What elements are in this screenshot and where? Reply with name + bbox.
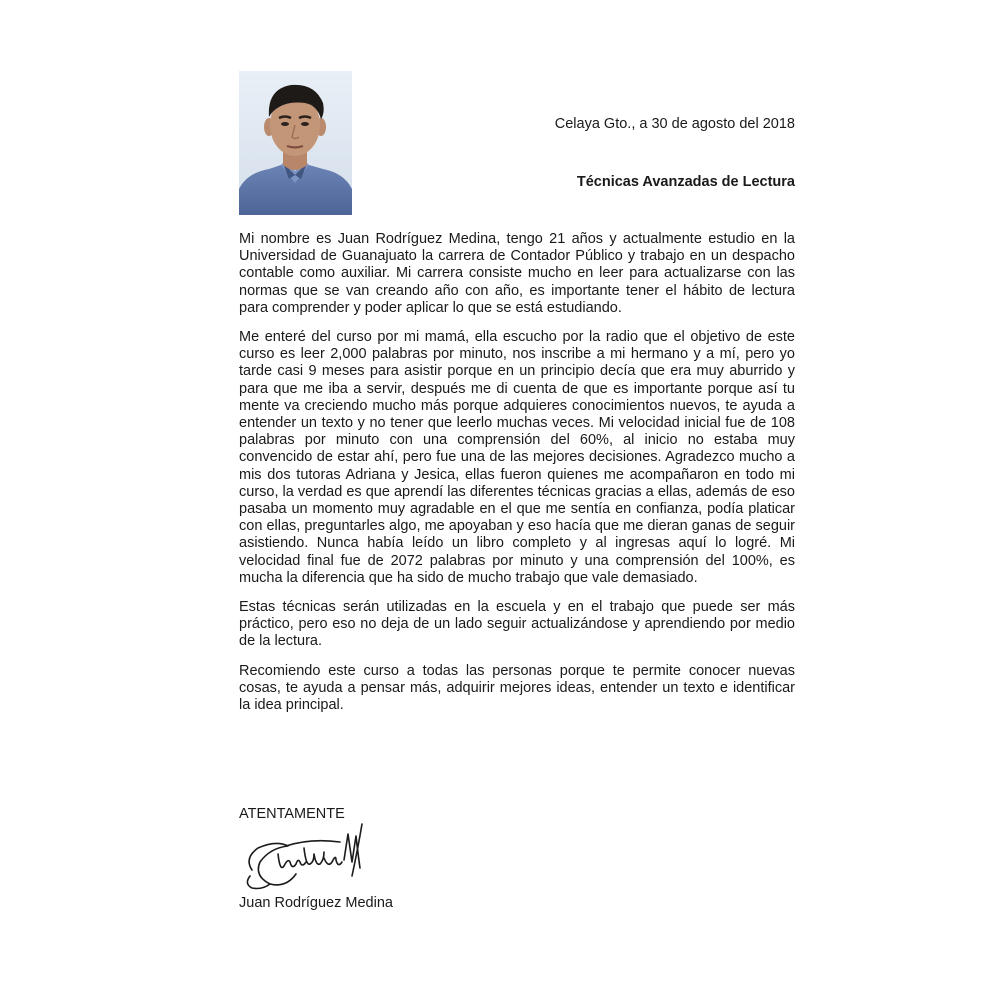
place-and-date: Celaya Gto., a 30 de agosto del 2018: [554, 116, 795, 132]
portrait-photo-graphic: [239, 71, 352, 215]
portrait-photo: [239, 71, 352, 215]
body-paragraph: Estas técnicas serán utilizadas en la escuela y en el trabajo que puede ser más práctico, pero eso no deja de un lado seguir actualizándose y aprendiendo por medio de la lectura.: [239, 599, 795, 650]
closing-phrase: ATENTAMENTE: [239, 806, 345, 822]
body-paragraph: Mi nombre es Juan Rodríguez Medina, tengo 21 años y actualmente estudio en la Universidad de Guanajuato la carrera de Contador Público y trabajo en un despacho contable como auxiliar. Mi carrera consiste mucho en leer para actualizarse con las normas que se van creando año con año, es importante tener el hábito de lectura para comprender y poder aplicar lo que se está estudiando.: [239, 231, 795, 316]
letter-subject: Técnicas Avanzadas de Lectura: [576, 174, 795, 190]
letter-body: [239, 231, 795, 726]
body-paragraph: Recomiendo este curso a todas las personas porque te permite conocer nuevas cosas, te ayuda a pensar más, adquirir mejores ideas, entender un texto e identificar la idea principal.: [239, 662, 795, 714]
signature-graphic: [240, 818, 372, 896]
handwritten-signature: [240, 818, 372, 896]
body-paragraph: Me enteré del curso por mi mamá, ella escucho por la radio que el objetivo de este curso es leer 2,000 palabras por minuto, nos inscribe a mi hermano y a mí, pero yo tarde casi 9 meses para asistir porque en un principio decía que era muy aburrido y para que me iba a servir, después me di cuenta de que es importante porque así tu mente va creciendo mucho más porque adquieres conocimientos nuevos, te ayuda a entender un texto y no tener que leerlo muchas veces. Mi velocidad inicial fue de 108 palabras por minuto con una comprensión del 60%, al inicio no estaba muy convencido de estar ahí, pero fue una de las mejores decisiones. Agradezco mucho a mis dos tutoras Adriana y Jesica, ellas fueron quienes me acompañaron en todo mi curso, la verdad es que aprendí las diferentes técnicas gracias a ellas, además de eso pasaba un momento muy agradable en el que me sentía en confianza, podía platicar con ellas, preguntarles algo, me apoyaban y eso hacía que me dieran ganas de seguir asistiendo. Nunca había leído un libro completo y al ingresas aquí lo logré. Mi velocidad final fue de 2072 palabras por minuto y una comprensión del 100%, es mucha la diferencia que ha sido de mucho trabajo que vale demasiado.: [239, 329, 795, 586]
signer-name: Juan Rodríguez Medina: [239, 895, 393, 911]
